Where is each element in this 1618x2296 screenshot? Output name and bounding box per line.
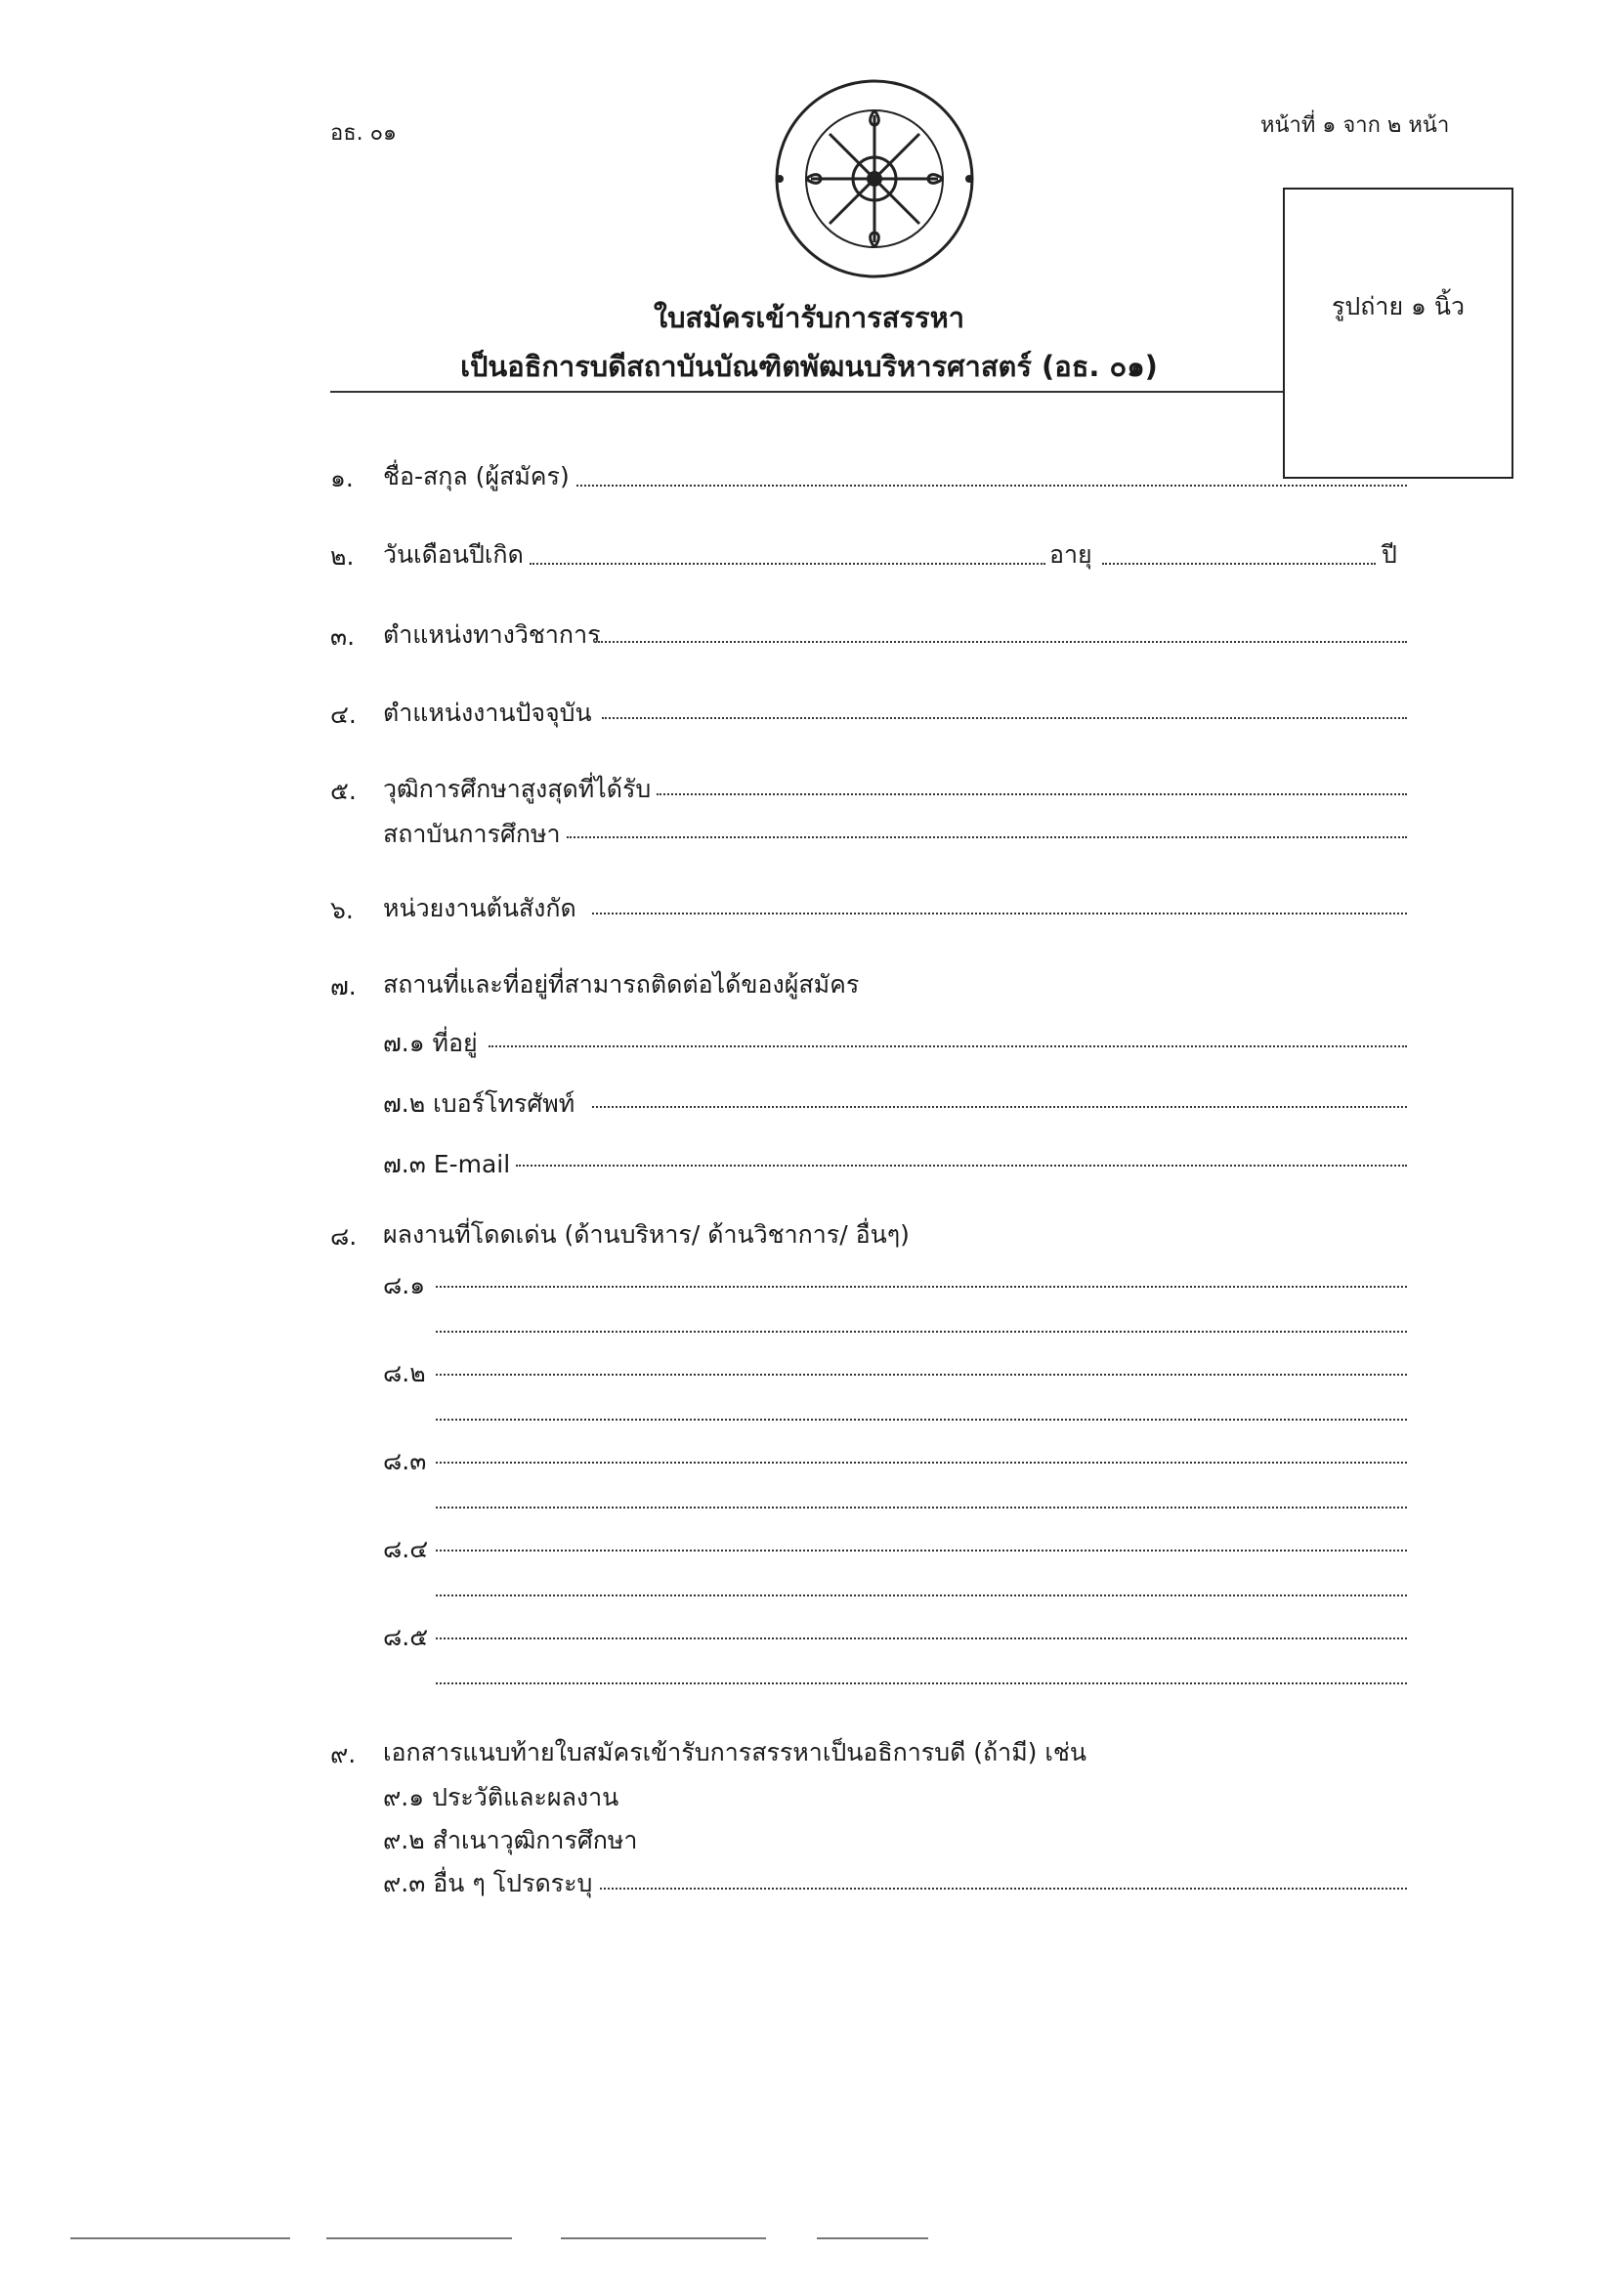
- item-7-number: ๗.: [330, 972, 357, 1000]
- item-8-label: ผลงานที่โดดเด่น (ด้านบริหาร/ ด้านวิชาการ/ อื่นๆ): [383, 1220, 910, 1249]
- footer-line-3: [561, 2237, 766, 2239]
- age-field[interactable]: [1102, 563, 1376, 565]
- item-7-label: สถานที่และที่อยู่ที่สามารถติดต่อได้ของผู้สมัคร: [383, 970, 860, 999]
- photo-label: รูปถ่าย ๑ นิ้ว: [1331, 292, 1465, 320]
- page-info: หน้าที่ ๑ จาก ๒ หน้า: [1260, 113, 1450, 138]
- achievement-5-field[interactable]: [436, 1637, 1407, 1639]
- item-6-label: หน่วยงานต้นสังกัด: [383, 894, 576, 922]
- academic-position-field[interactable]: [598, 641, 1407, 643]
- institution-field[interactable]: [567, 836, 1407, 838]
- applicant-name-field[interactable]: [576, 485, 1407, 487]
- institution-seal-icon: [772, 76, 977, 281]
- item-7-2-label: ๗.๒ เบอร์โทรศัพท์: [383, 1089, 575, 1118]
- address-field[interactable]: [489, 1045, 1407, 1047]
- form-title: ใบสมัครเข้ารับการสรรหา: [653, 301, 965, 334]
- achievement-2-field[interactable]: [436, 1374, 1407, 1376]
- item-8-2-label: ๘.๒: [383, 1359, 426, 1387]
- item-2-number: ๒.: [330, 542, 355, 571]
- other-documents-field[interactable]: [600, 1888, 1407, 1890]
- item-1-number: ๑.: [330, 464, 354, 492]
- title-rule: [330, 391, 1283, 393]
- year-unit-label: ปี: [1382, 540, 1397, 569]
- item-5-institution-label: สถาบันการศึกษา: [383, 820, 561, 848]
- achievement-4-field[interactable]: [436, 1550, 1407, 1552]
- footer-line-4: [817, 2237, 928, 2239]
- item-4-number: ๔.: [330, 701, 357, 729]
- item-8-3-label: ๘.๓: [383, 1447, 427, 1475]
- item-4-label: ตำแหน่งงานปัจจุบัน: [383, 699, 592, 727]
- phone-field[interactable]: [592, 1106, 1407, 1108]
- item-5-number: ๕.: [330, 777, 357, 805]
- item-1-label: ชื่อ-สกุล (ผู้สมัคร): [383, 462, 570, 490]
- item-7-3-label: ๗.๓ E-mail: [383, 1150, 511, 1178]
- footer-line-2: [326, 2237, 512, 2239]
- item-9-2-label: ๙.๒ สำเนาวุฒิการศึกษา: [383, 1826, 638, 1854]
- current-position-field[interactable]: [602, 717, 1407, 719]
- item-8-number: ๘.: [330, 1222, 358, 1251]
- achievement-4-field-cont[interactable]: [436, 1594, 1407, 1596]
- email-field[interactable]: [516, 1165, 1407, 1167]
- item-2-label: วันเดือนปีเกิด: [383, 540, 524, 569]
- item-8-4-label: ๘.๔: [383, 1535, 429, 1563]
- achievement-3-field-cont[interactable]: [436, 1507, 1407, 1509]
- achievement-5-field-cont[interactable]: [436, 1682, 1407, 1684]
- achievement-1-field[interactable]: [436, 1286, 1407, 1288]
- item-5-label: วุฒิการศึกษาสูงสุดที่ได้รับ: [383, 775, 652, 803]
- item-6-number: ๖.: [330, 896, 354, 924]
- form-code: อธ. ๐๑: [330, 121, 398, 146]
- highest-degree-field[interactable]: [657, 793, 1407, 795]
- item-8-1-label: ๘.๑: [383, 1271, 426, 1299]
- item-7-1-label: ๗.๑ ที่อยู่: [383, 1029, 478, 1057]
- item-9-label: เอกสารแนบท้ายใบสมัครเข้ารับการสรรหาเป็นอธิการบดี (ถ้ามี) เช่น: [383, 1738, 1086, 1766]
- birth-date-field[interactable]: [530, 563, 1045, 565]
- item-8-5-label: ๘.๕: [383, 1623, 429, 1651]
- item-9-3-label: ๙.๓ อื่น ๆ โปรดระบุ: [383, 1869, 593, 1897]
- achievement-3-field[interactable]: [436, 1462, 1407, 1464]
- achievement-2-field-cont[interactable]: [436, 1419, 1407, 1421]
- footer-line-1: [70, 2237, 290, 2239]
- item-3-label: ตำแหน่งทางวิชาการ: [383, 620, 601, 649]
- form-subtitle: เป็นอธิการบดีสถาบันบัณฑิตพัฒนบริหารศาสตร์ (อธ. ๐๑): [460, 350, 1158, 383]
- achievement-1-field-cont[interactable]: [436, 1331, 1407, 1333]
- affiliation-field[interactable]: [592, 913, 1407, 914]
- item-9-number: ๙.: [330, 1740, 357, 1768]
- item-9-1-label: ๙.๑ ประวัติและผลงาน: [383, 1783, 619, 1811]
- age-label: อายุ: [1049, 540, 1092, 569]
- item-3-number: ๓.: [330, 622, 356, 651]
